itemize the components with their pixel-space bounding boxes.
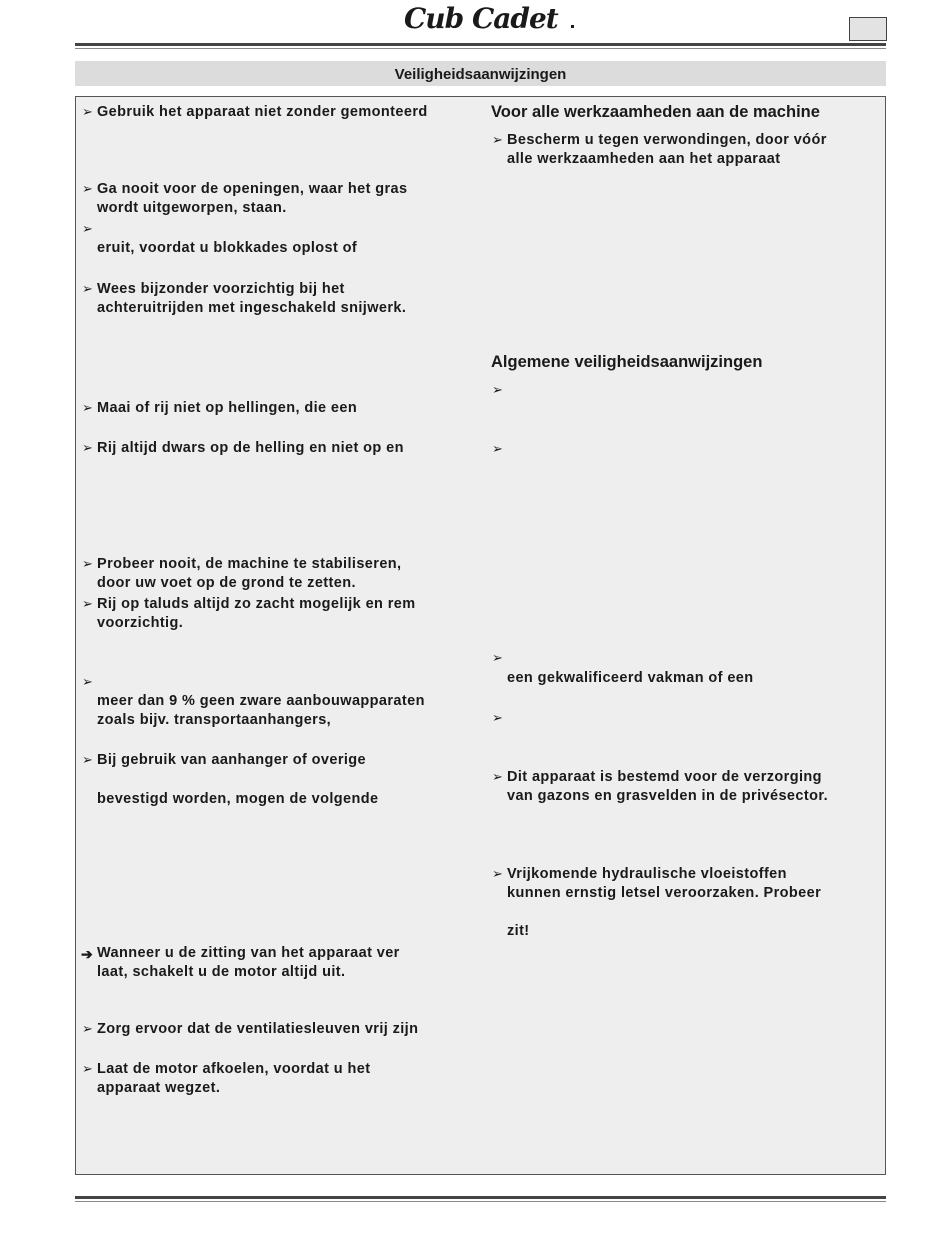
text-line: Wanneer u de zitting van het apparaat ver	[97, 945, 400, 961]
text-line: Bescherm u tegen verwondingen, door vóór	[507, 132, 827, 148]
text-line: bevestigd worden, mogen de volgende	[97, 791, 379, 807]
chevron-bullet-icon: ➢	[82, 221, 93, 236]
chevron-bullet-icon: ➢	[82, 281, 93, 296]
text-line: zoals bijv. transportaanhangers,	[97, 712, 332, 728]
text-line: Dit apparaat is bestemd voor de verzorging	[507, 769, 822, 785]
section-heading: Algemene veiligheidsaanwijzingen	[491, 353, 763, 371]
chevron-bullet-icon: ➢	[492, 710, 503, 725]
content-panel	[75, 96, 886, 1175]
text-line: Gebruik het apparaat niet zonder gemonteerd	[97, 104, 428, 120]
text-line: voorzichtig.	[97, 615, 184, 631]
chevron-bullet-icon: ➢	[82, 181, 93, 196]
chevron-bullet-icon: ➢	[82, 1021, 93, 1036]
text-line: Vrijkomende hydraulische vloeistoffen	[507, 866, 787, 882]
text-line: Wees bijzonder voorzichtig bij het	[97, 281, 345, 297]
chevron-bullet-icon: ➢	[82, 440, 93, 455]
chevron-bullet-icon: ➢	[492, 132, 503, 147]
chevron-bullet-icon: ➢	[82, 556, 93, 571]
page-number-box	[849, 17, 887, 41]
text-line: alle werkzaamheden aan het apparaat	[507, 151, 781, 167]
text-line: wordt uitgeworpen, staan.	[97, 200, 287, 216]
page-title: Veiligheidsaanwijzingen	[75, 61, 886, 86]
text-line: een gekwalificeerd vakman of een	[507, 670, 754, 686]
chevron-bullet-icon: ➢	[492, 441, 503, 456]
chevron-bullet-icon: ➢	[82, 1061, 93, 1076]
text-line: Maai of rij niet op hellingen, die een	[97, 400, 358, 416]
chevron-bullet-icon: ➢	[82, 596, 93, 611]
arrow-bullet-icon: ➔	[81, 946, 93, 962]
text-line: meer dan 9 % geen zware aanbouwapparaten	[97, 693, 425, 709]
text-line: zit!	[507, 923, 530, 939]
text-line: door uw voet op de grond te zetten.	[97, 575, 356, 591]
text-line: Bij gebruik van aanhanger of overige	[97, 752, 367, 768]
chevron-bullet-icon: ➢	[492, 769, 503, 784]
chevron-bullet-icon: ➢	[492, 382, 503, 397]
text-line: Rij op taluds altijd zo zacht mogelijk en rem	[97, 596, 416, 612]
footer-rule	[75, 1196, 886, 1199]
text-line: laat, schakelt u de motor altijd uit.	[97, 964, 346, 980]
chevron-bullet-icon: ➢	[492, 866, 503, 881]
chevron-bullet-icon: ➢	[492, 650, 503, 665]
chevron-bullet-icon: ➢	[82, 400, 93, 415]
text-line: van gazons en grasvelden in de privésector.	[507, 788, 829, 804]
text-line: Rij altijd dwars op de helling en niet op en	[97, 440, 404, 456]
logo-dot	[571, 25, 574, 28]
cub-cadet-logo: Cub Cadet	[404, 2, 558, 35]
section-heading: Voor alle werkzaamheden aan de machine	[491, 103, 820, 121]
header-rule-thin	[75, 48, 886, 49]
chevron-bullet-icon: ➢	[82, 674, 93, 689]
text-line: Ga nooit voor de openingen, waar het gras	[97, 181, 408, 197]
text-line: eruit, voordat u blokkades oplost of	[97, 240, 358, 256]
chevron-bullet-icon: ➢	[82, 104, 93, 119]
text-line: Zorg ervoor dat de ventilatiesleuven vrij zijn	[97, 1021, 419, 1037]
text-line: Laat de motor afkoelen, voordat u het	[97, 1061, 371, 1077]
text-line: kunnen ernstig letsel veroorzaken. Probeer	[507, 885, 822, 901]
header-rule	[75, 43, 886, 46]
footer-rule-thin	[75, 1201, 886, 1202]
text-line: apparaat wegzet.	[97, 1080, 221, 1096]
text-line: Probeer nooit, de machine te stabiliseren,	[97, 556, 402, 572]
text-line: achteruitrijden met ingeschakeld snijwerk.	[97, 300, 407, 316]
chevron-bullet-icon: ➢	[82, 752, 93, 767]
